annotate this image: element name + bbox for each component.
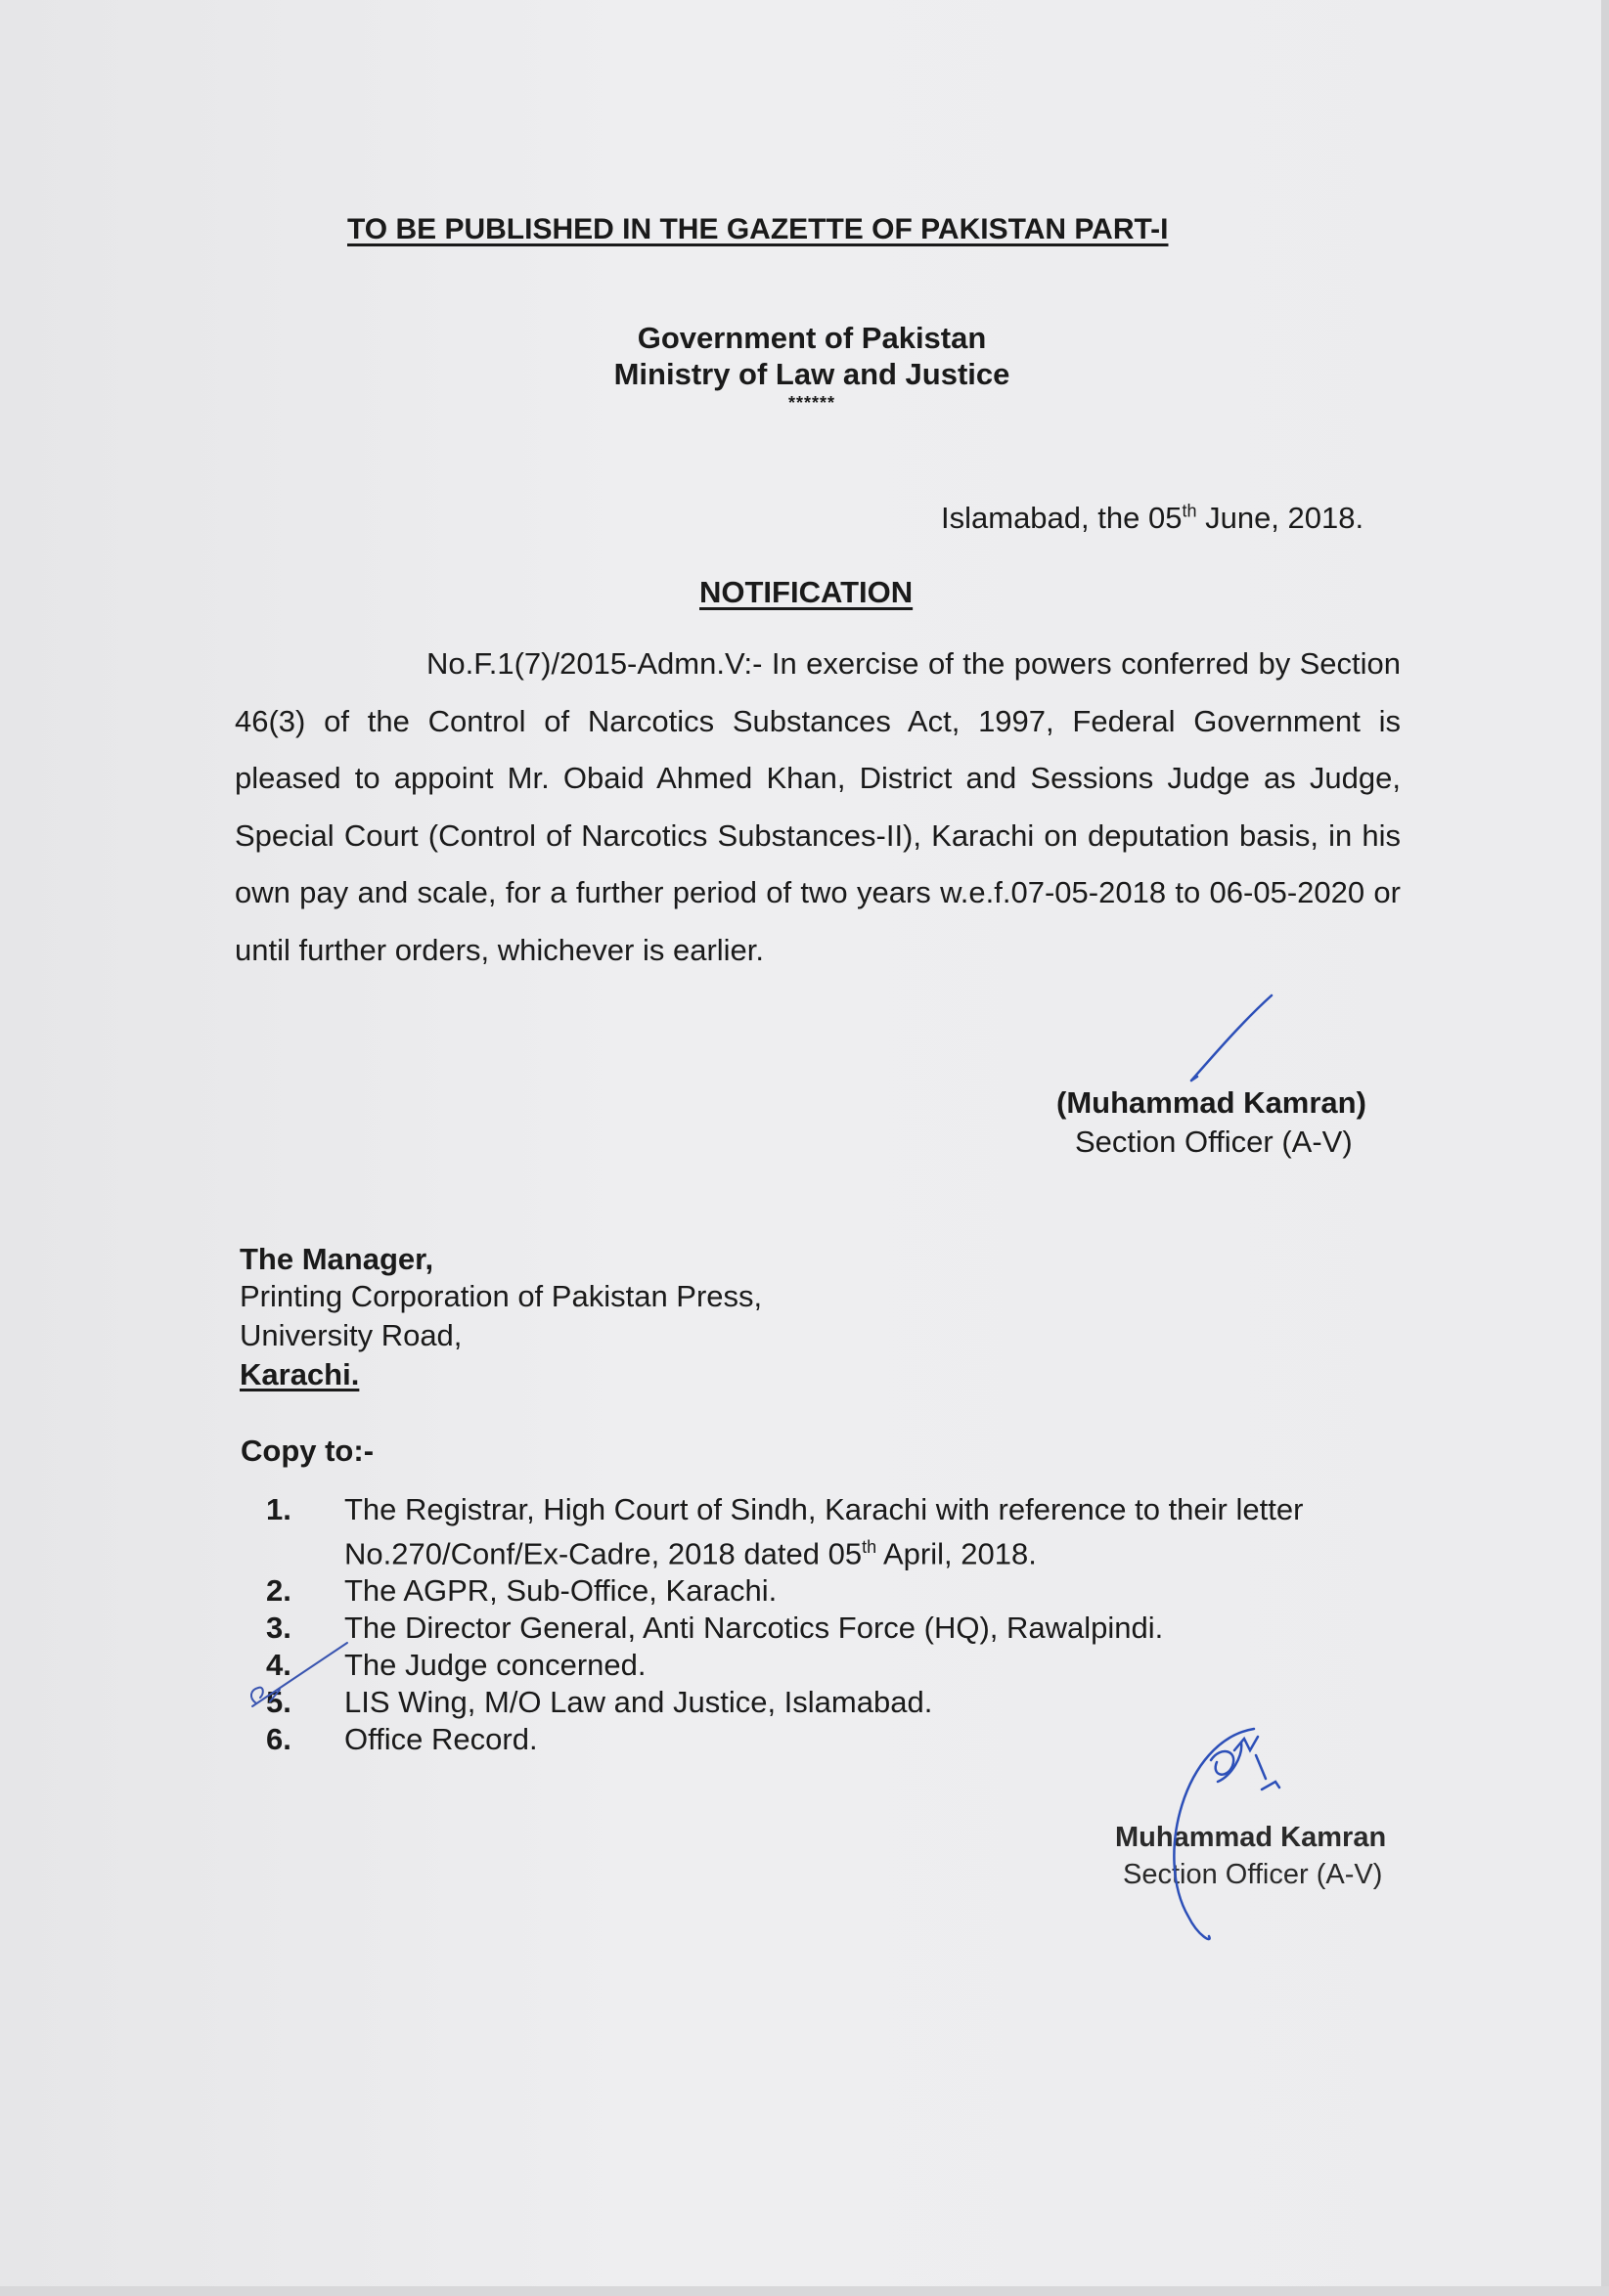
copy-item-text: The Judge concerned. [344, 1648, 647, 1683]
copy-to-list [266, 1491, 1410, 1758]
dateline [941, 501, 1363, 536]
copy-to-item [266, 1610, 1410, 1647]
copy-to-item [266, 1572, 1410, 1610]
notification-title: NOTIFICATION [699, 575, 914, 609]
addressee-line-3: Karachi. [240, 1357, 360, 1391]
signatory-designation: Section Officer (A-V) [1075, 1125, 1353, 1159]
dateline-suffix: June, 2018. [1196, 501, 1364, 535]
copy-item-number: 1. [266, 1492, 291, 1526]
copy-item-text: LIS Wing, M/O Law and Justice, Islamabad. [344, 1685, 933, 1720]
gazette-heading: TO BE PUBLISHED IN THE GAZETTE OF PAKISTAN PART-I [347, 213, 1169, 245]
signatory-name: (Muhammad Kamran) [1056, 1085, 1366, 1120]
copy-item-text: The Director General, Anti Narcotics Force (HQ), Rawalpindi. [344, 1611, 1164, 1646]
copy-to-item [266, 1721, 1410, 1758]
copy-item-number: 4. [266, 1648, 291, 1683]
scan-edge-bottom [0, 2286, 1609, 2296]
copy-to-heading: Copy to:- [241, 1434, 375, 1468]
separator-stars: ****** [787, 393, 836, 413]
addressee-line-2: University Road, [240, 1318, 463, 1352]
copy-item-text-suffix: April, 2018. [876, 1536, 1037, 1571]
addressee-line-1: Printing Corporation of Pakistan Press, [240, 1279, 763, 1313]
copy-item-text: The AGPR, Sub-Office, Karachi. [344, 1573, 778, 1609]
dateline-sup: th [1182, 501, 1197, 521]
ministry-title: Ministry of Law and Justice [613, 357, 1010, 391]
copy-item-text-cont [344, 1528, 1410, 1572]
copy-to-item [266, 1491, 1410, 1572]
addressee-title: The Manager, [240, 1242, 434, 1276]
signature-stroke-upper [1191, 995, 1272, 1081]
copy-item-number: 5. [266, 1685, 291, 1720]
copy-item-text-prefix: No.270/Conf/Ex-Cadre, 2018 dated 05 [344, 1536, 863, 1571]
copy-to-item [266, 1684, 1410, 1721]
government-title: Government of Pakistan [637, 321, 987, 355]
copy-item-text-sup: th [862, 1537, 877, 1557]
signatory-2-designation: Section Officer (A-V) [1123, 1859, 1383, 1890]
signatory-2-name: Muhammad Kamran [1115, 1822, 1387, 1853]
copy-item-number: 6. [266, 1722, 291, 1757]
copy-item-text: The Registrar, High Court of Sindh, Karachi with reference to their letter [344, 1492, 1304, 1526]
copy-to-item [266, 1647, 1410, 1684]
copy-item-number: 3. [266, 1611, 291, 1646]
notification-body: No.F.1(7)/2015-Admn.V:- In exercise of the powers conferred by Section 46(3) of the Control of Narcotics Substances Act, 1997, Federal Government is pleased to appoint Mr. Obaid Ahmed Khan, District and Sessions Judge as Judge, Special Court (Control of Narcotics Substances-II), Karachi on deputation basis, in his own pay and scale, for a further period of two years w.e.f.07-05-2018 to 06-05-2020 or until further orders, whichever is earlier. [235, 646, 1401, 967]
dateline-prefix: Islamabad, the 05 [941, 501, 1183, 535]
copy-item-number: 2. [266, 1573, 291, 1609]
copy-item-text: Office Record. [344, 1722, 538, 1757]
